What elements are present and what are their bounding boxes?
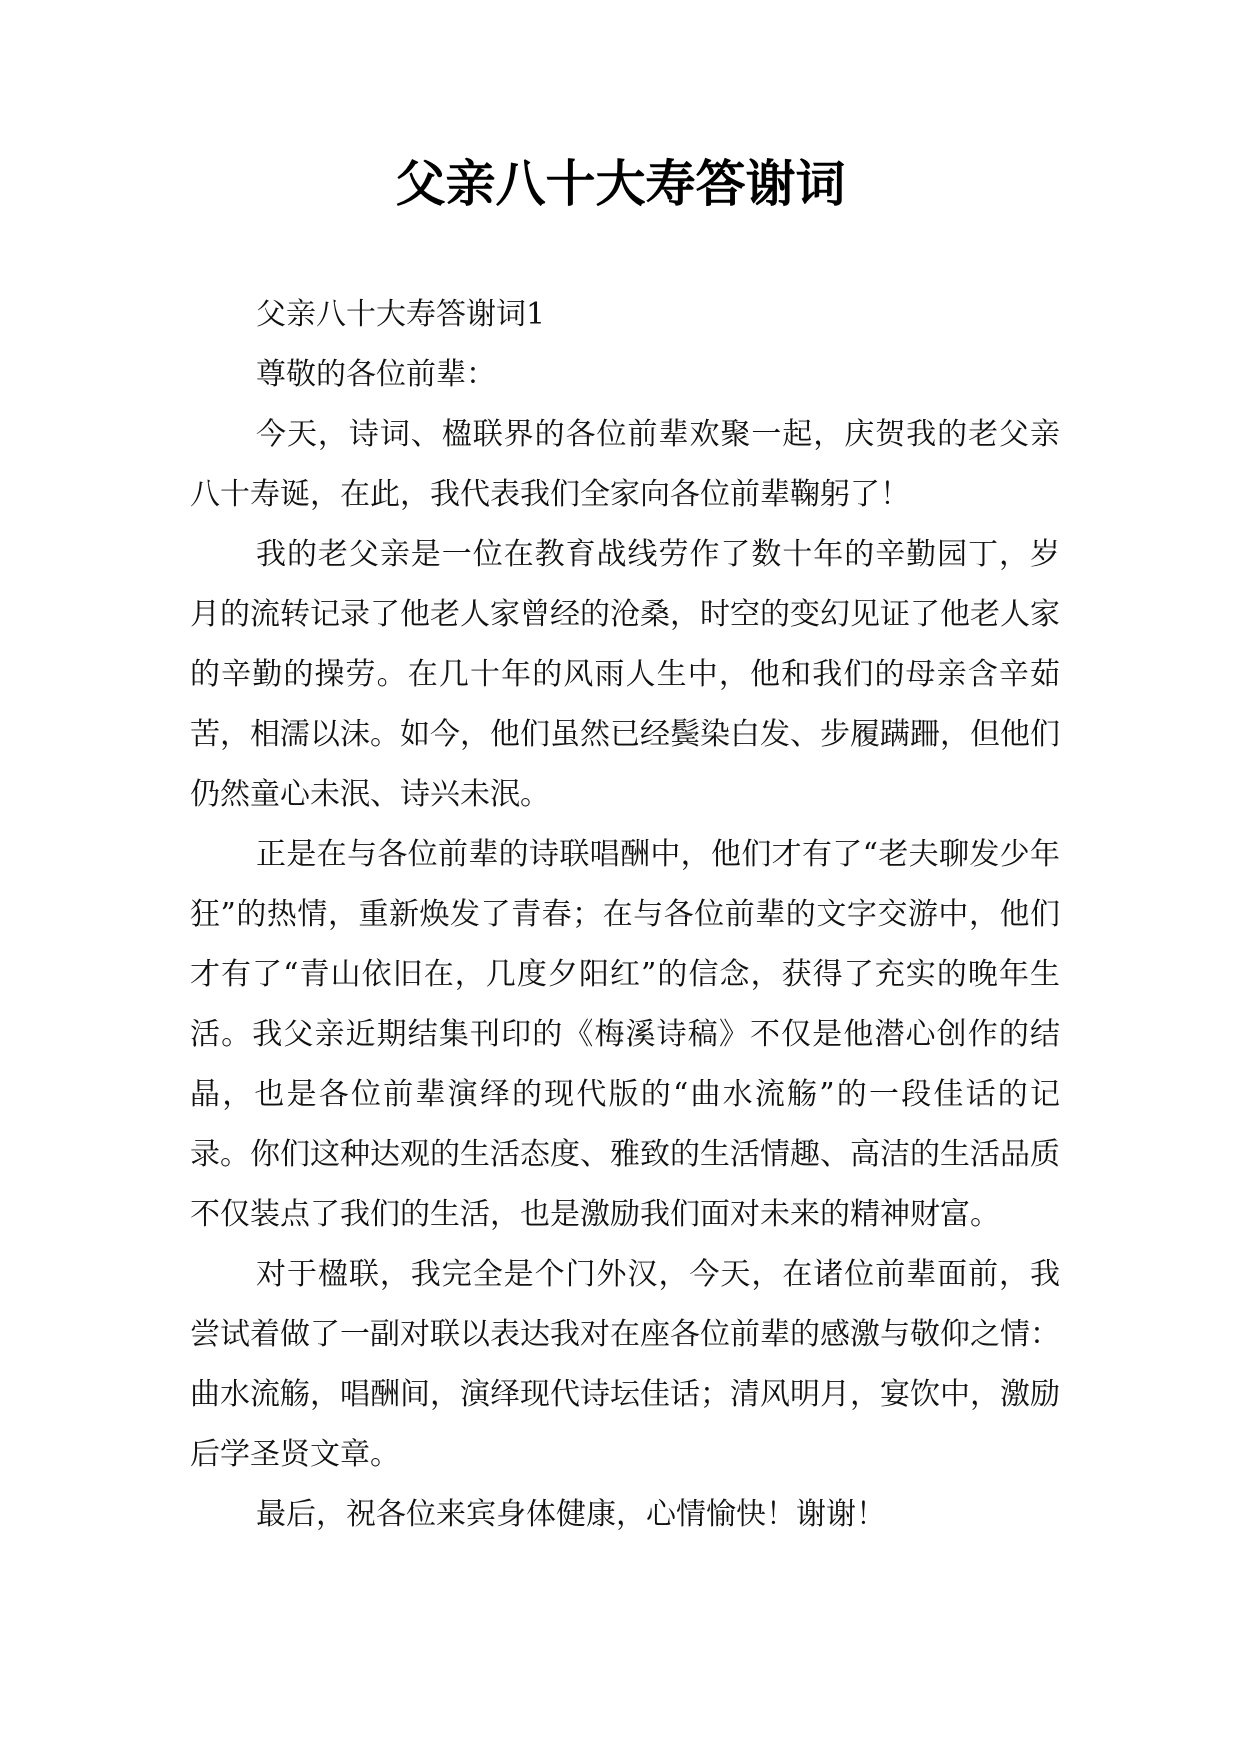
body-paragraph-4: 对于楹联，我完全是个门外汉，今天，在诸位前辈面前，我尝试着做了一副对联以表达我对在座各位前辈的感激与敬仰之情：曲水流觞，唱酬间，演绎现代诗坛佳话；清风明月，宴饮中，激励后学圣贤文章。 — [190, 1257, 1060, 1472]
section-heading: 父亲八十大寿答谢词1 — [256, 297, 546, 332]
salutation: 尊敬的各位前辈： — [256, 357, 496, 392]
document-title: 父亲八十大寿答谢词 — [395, 155, 846, 213]
closing-paragraph: 最后，祝各位来宾身体健康，心情愉快！谢谢！ — [256, 1497, 886, 1532]
document-body — [190, 285, 1060, 1545]
body-paragraph-2: 我的老父亲是一位在教育战线劳作了数十年的辛勤园丁，岁月的流转记录了他老人家曾经的沧桑，时空的变幻见证了他老人家的辛勤的操劳。在几十年的风雨人生中，他和我们的母亲含辛茹苦，相濡以沫。如今，他们虽然已经鬓染白发、步履蹒跚，但他们仍然童心未泯、诗兴未泯。 — [190, 537, 1060, 812]
body-paragraph-1: 今天，诗词、楹联界的各位前辈欢聚一起，庆贺我的老父亲八十寿诞，在此，我代表我们全家向各位前辈鞠躬了！ — [190, 417, 1060, 512]
body-paragraph-3: 正是在与各位前辈的诗联唱酬中，他们才有了“老夫聊发少年狂”的热情，重新焕发了青春；在与各位前辈的文字交游中，他们才有了“青山依旧在，几度夕阳红”的信念，获得了充实的晚年生活。我父亲近期结集刊印的《梅溪诗稿》不仅是他潜心创作的结晶，也是各位前辈演绎的现代版的“曲水流觞”的一段佳话的记录。你们这种达观的生活态度、雅致的生活情趣、高洁的生活品质不仅装点了我们的生活，也是激励我们面对未来的精神财富。 — [190, 837, 1060, 1232]
